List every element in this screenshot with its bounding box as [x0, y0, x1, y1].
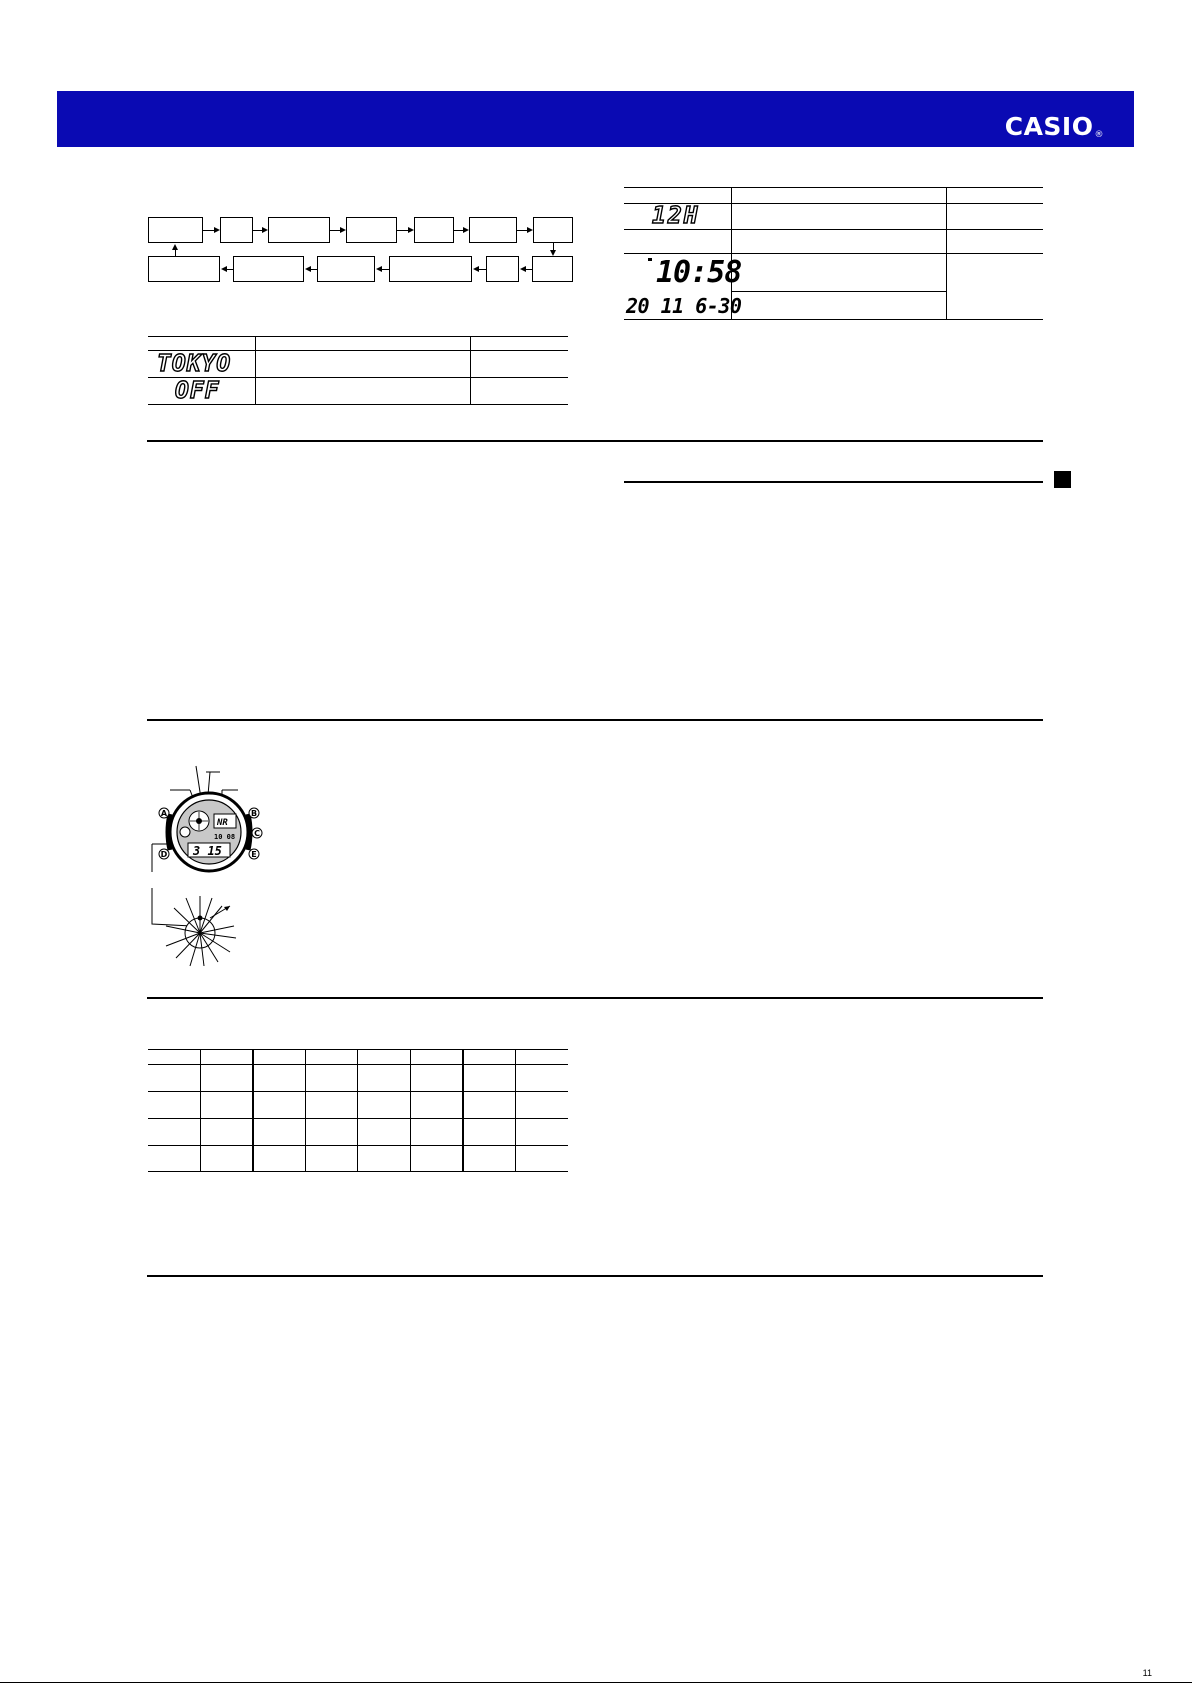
button-c-label: C — [254, 829, 260, 838]
flow-box — [532, 256, 573, 282]
arrow-left-icon — [473, 266, 479, 272]
section-divider — [147, 1275, 1043, 1277]
watch-lcd-small: 10 08 — [214, 833, 236, 841]
flow-box — [486, 256, 519, 282]
flow-box — [469, 217, 517, 243]
header-band — [57, 91, 1134, 147]
arrow-right-icon — [408, 227, 414, 233]
flow-box — [389, 256, 472, 282]
arrow-left-icon — [376, 266, 382, 272]
flow-box — [346, 217, 397, 243]
button-a-label: A — [160, 809, 168, 818]
section-divider — [147, 719, 1043, 721]
button-e-label: E — [251, 850, 257, 859]
watch-lcd-upper: NR — [217, 818, 228, 828]
city-display-tokyo: TOKYO — [157, 351, 232, 377]
arrow-right-icon — [262, 227, 268, 233]
flow-box — [533, 217, 573, 243]
casio-logo: CASIO® — [1004, 112, 1104, 141]
button-b-label: B — [250, 809, 258, 818]
arrow-right-icon — [214, 227, 220, 233]
arrow-right-icon — [527, 227, 533, 233]
watch-lcd-lower: 3 15 — [193, 844, 222, 858]
pm-indicator-icon — [648, 258, 652, 261]
footer-rule — [0, 1682, 1192, 1683]
flow-box — [317, 256, 375, 282]
flow-box — [414, 217, 454, 243]
section-divider — [147, 440, 1043, 442]
city-display-off: OFF — [175, 378, 220, 404]
flow-box — [268, 217, 330, 243]
format-display-12h: 12H — [652, 203, 700, 229]
subsection-divider — [624, 481, 1043, 483]
watch-illustration — [150, 766, 270, 966]
section-marker-icon — [1054, 471, 1071, 488]
arrow-up-icon — [172, 244, 178, 250]
flow-box — [148, 217, 203, 243]
flow-box — [148, 256, 220, 282]
section-divider — [147, 997, 1043, 999]
page-number: 11 — [1142, 1668, 1152, 1678]
format-display-time: 10:58 — [656, 255, 742, 290]
arrow-left-icon — [305, 266, 311, 272]
arrow-left-icon — [221, 266, 227, 272]
flow-box — [233, 256, 304, 282]
arrow-left-icon — [520, 266, 526, 272]
flow-box — [220, 217, 253, 243]
format-display-date: 20 11 6-30 — [626, 294, 742, 318]
button-d-label: D — [160, 850, 168, 859]
arrow-right-icon — [463, 227, 469, 233]
arrow-right-icon — [340, 227, 346, 233]
